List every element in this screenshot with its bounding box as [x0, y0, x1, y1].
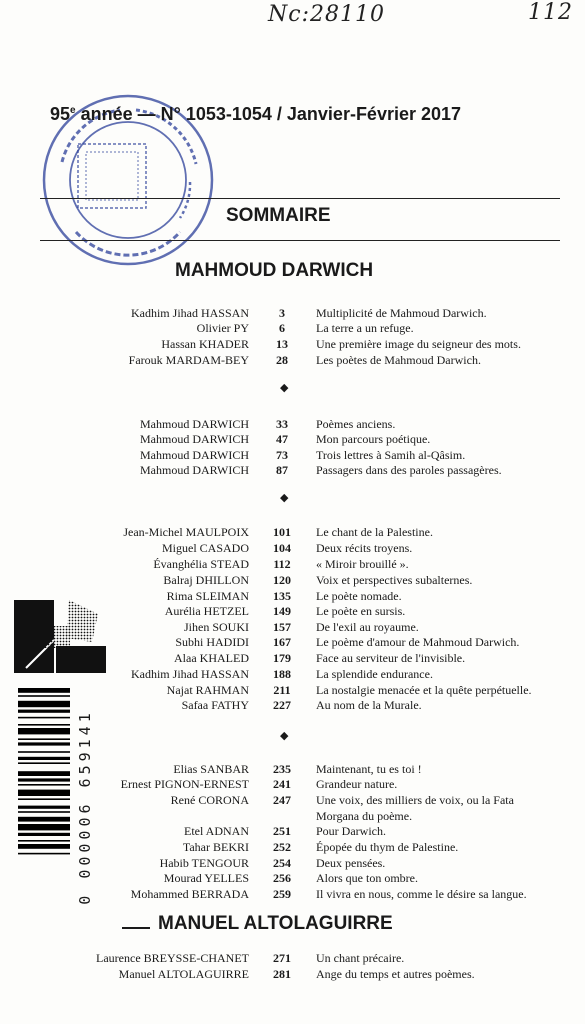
issue-line	[50, 104, 461, 125]
toc-entry	[0, 524, 585, 540]
toc-entry	[0, 416, 585, 432]
toc-page: 241	[273, 777, 291, 791]
section-title-altolaguirre: MANUEL ALTOLAGUIRRE	[158, 913, 393, 934]
toc-author: Jihen SOUKI	[184, 620, 249, 634]
toc-page: 157	[273, 620, 291, 634]
toc-author: Mahmoud DARWICH	[140, 417, 249, 431]
toc-page: 104	[273, 541, 291, 555]
toc-author: Mahmoud DARWICH	[140, 448, 249, 462]
toc-entry	[0, 305, 585, 321]
separator-diamond: ◆	[280, 730, 289, 742]
toc-author: Ernest PIGNON-ERNEST	[120, 777, 249, 791]
toc-title: Poèmes anciens.	[316, 417, 396, 431]
toc-page: 259	[273, 887, 291, 901]
section-title-dash	[122, 927, 150, 929]
toc-page: 47	[276, 432, 288, 446]
toc-entry	[0, 556, 585, 572]
issue-number: 95	[50, 104, 71, 124]
toc-page: 33	[276, 417, 288, 431]
toc-title: La terre a un refuge.	[316, 321, 414, 335]
toc-page: 87	[276, 463, 288, 477]
toc-author: Farouk MARDAM-BEY	[128, 353, 249, 367]
toc-title: « Miroir brouillé ».	[316, 557, 409, 571]
toc-page: 188	[273, 667, 291, 681]
toc-page: 13	[276, 337, 288, 351]
toc-author: Mohammed BERRADA	[130, 887, 249, 901]
toc-title: Passagers dans des paroles passagères.	[316, 463, 502, 477]
toc-title: Grandeur nature.	[316, 777, 398, 791]
toc-title: Au nom de la Murale.	[316, 698, 422, 712]
toc-page: 254	[273, 856, 291, 870]
toc-title: Le poète en sursis.	[316, 604, 406, 618]
toc-author: Miguel CASADO	[161, 541, 249, 555]
toc-page: 167	[273, 635, 291, 649]
toc-author: Olivier PY	[196, 321, 249, 335]
toc-page: 252	[273, 840, 291, 854]
toc-page: 149	[273, 604, 291, 618]
toc-author: Habib TENGOUR	[159, 856, 249, 870]
toc-page: 120	[273, 573, 291, 587]
issue-date: année — N° 1053-1054 / Janvier-Février 2017	[75, 104, 462, 124]
toc-author: Rima SLEIMAN	[166, 589, 249, 603]
toc-page: 3	[279, 306, 285, 320]
handwritten-reference: Nc:28110	[268, 2, 385, 27]
toc-title: Mon parcours poétique.	[316, 432, 431, 446]
toc-entry	[0, 352, 585, 368]
toc-entry	[0, 950, 585, 966]
toc-entry	[0, 540, 585, 556]
toc-page: 227	[273, 698, 291, 712]
issue-ordinal: e	[70, 105, 76, 116]
toc-author: Mahmoud DARWICH	[140, 432, 249, 446]
toc-author: Évanghélia STEAD	[153, 557, 249, 571]
toc-page: 179	[273, 651, 291, 665]
toc-title: Ange du temps et autres poèmes.	[316, 967, 475, 981]
toc-entry	[0, 966, 585, 982]
toc-title: Une voix, des milliers de voix, ou la Fata	[316, 793, 514, 807]
publisher-logo	[14, 598, 106, 673]
toc-author: Etel ADNAN	[184, 824, 249, 838]
toc-author: Mahmoud DARWICH	[140, 463, 249, 477]
toc-title: Multiplicité de Mahmoud Darwich.	[316, 306, 487, 320]
toc-title: Voix et perspectives subalternes.	[316, 573, 473, 587]
toc-author: Elias SANBAR	[173, 762, 249, 776]
toc-author: Kadhim Jihad HASSAN	[130, 667, 249, 681]
toc-page: 247	[273, 793, 291, 807]
rule-top	[40, 198, 560, 199]
toc-entry	[0, 447, 585, 463]
toc-author: Mourad YELLES	[163, 871, 249, 885]
toc-author: Kadhim Jihad HASSAN	[130, 306, 249, 320]
toc-title: Alors que ton ombre.	[316, 871, 418, 885]
toc-page: 251	[273, 824, 291, 838]
toc-author: Alaa KHALED	[174, 651, 249, 665]
toc-title: Pour Darwich.	[316, 824, 386, 838]
toc-page: 256	[273, 871, 291, 885]
toc-page: 235	[273, 762, 291, 776]
separator-diamond: ◆	[280, 492, 289, 504]
toc-entry	[0, 431, 585, 447]
toc-page: 135	[273, 589, 291, 603]
toc-title: Les poètes de Mahmoud Darwich.	[316, 353, 481, 367]
section-title-darwich: MAHMOUD DARWICH	[175, 260, 374, 281]
toc-title: Morgana du poème.	[316, 809, 413, 823]
toc-entry	[0, 320, 585, 336]
toc-title: Le poème d'amour de Mahmoud Darwich.	[316, 635, 520, 649]
toc-title: Face au serviteur de l'invisible.	[316, 651, 466, 665]
toc-author: René CORONA	[170, 793, 249, 807]
toc-page: 281	[273, 967, 291, 981]
toc-title: Le poète nomade.	[316, 589, 402, 603]
toc-title: Maintenant, tu es toi !	[316, 762, 422, 776]
toc-author: Najat RAHMAN	[166, 683, 249, 697]
toc-title: Trois lettres à Samih al-Qâsim.	[316, 448, 466, 462]
toc-title: Il vivra en nous, comme le désire sa langue.	[316, 887, 527, 901]
toc-page: 6	[279, 321, 285, 335]
toc-page: 112	[273, 557, 291, 571]
toc-entry	[0, 572, 585, 588]
sommaire-heading: SOMMAIRE	[226, 205, 331, 226]
toc-author: Subhi HADIDI	[175, 635, 249, 649]
toc-title: Deux pensées.	[316, 856, 386, 870]
toc-entry	[0, 462, 585, 478]
toc-author: Hassan KHADER	[161, 337, 249, 351]
toc-title: La nostalgie menacée et la quête perpétuelle.	[316, 683, 532, 697]
toc-author: Manuel ALTOLAGUIRRE	[118, 967, 249, 981]
toc-author: Aurélia HETZEL	[164, 604, 249, 618]
toc-author: Laurence BREYSSE-CHANET	[96, 951, 249, 965]
toc-author: Safaa FATHY	[181, 698, 249, 712]
toc-author: Balraj DHILLON	[163, 573, 249, 587]
handwritten-folio: 112	[528, 0, 573, 25]
toc-author: Tahar BEKRI	[182, 840, 249, 854]
toc-title: La splendide endurance.	[316, 667, 433, 681]
toc-title: Épopée du thym de Palestine.	[316, 840, 459, 854]
toc-page: 101	[273, 525, 291, 539]
toc-page: 73	[276, 448, 288, 462]
toc-page: 271	[273, 951, 291, 965]
toc-page: 28	[276, 353, 288, 367]
rule-bottom	[40, 240, 560, 241]
toc-title: De l'exil au royaume.	[316, 620, 419, 634]
separator-diamond: ◆	[280, 382, 289, 394]
toc-title: Le chant de la Palestine.	[316, 525, 433, 539]
toc-title: Un chant précaire.	[316, 951, 405, 965]
toc-entry	[0, 336, 585, 352]
toc-page: 211	[273, 683, 291, 697]
toc-author: Jean-Michel MAULPOIX	[123, 525, 249, 539]
barcode-digits: 0 000006 659141	[76, 709, 94, 905]
toc-title: Une première image du seigneur des mots.	[316, 337, 521, 351]
toc-title: Deux récits troyens.	[316, 541, 413, 555]
